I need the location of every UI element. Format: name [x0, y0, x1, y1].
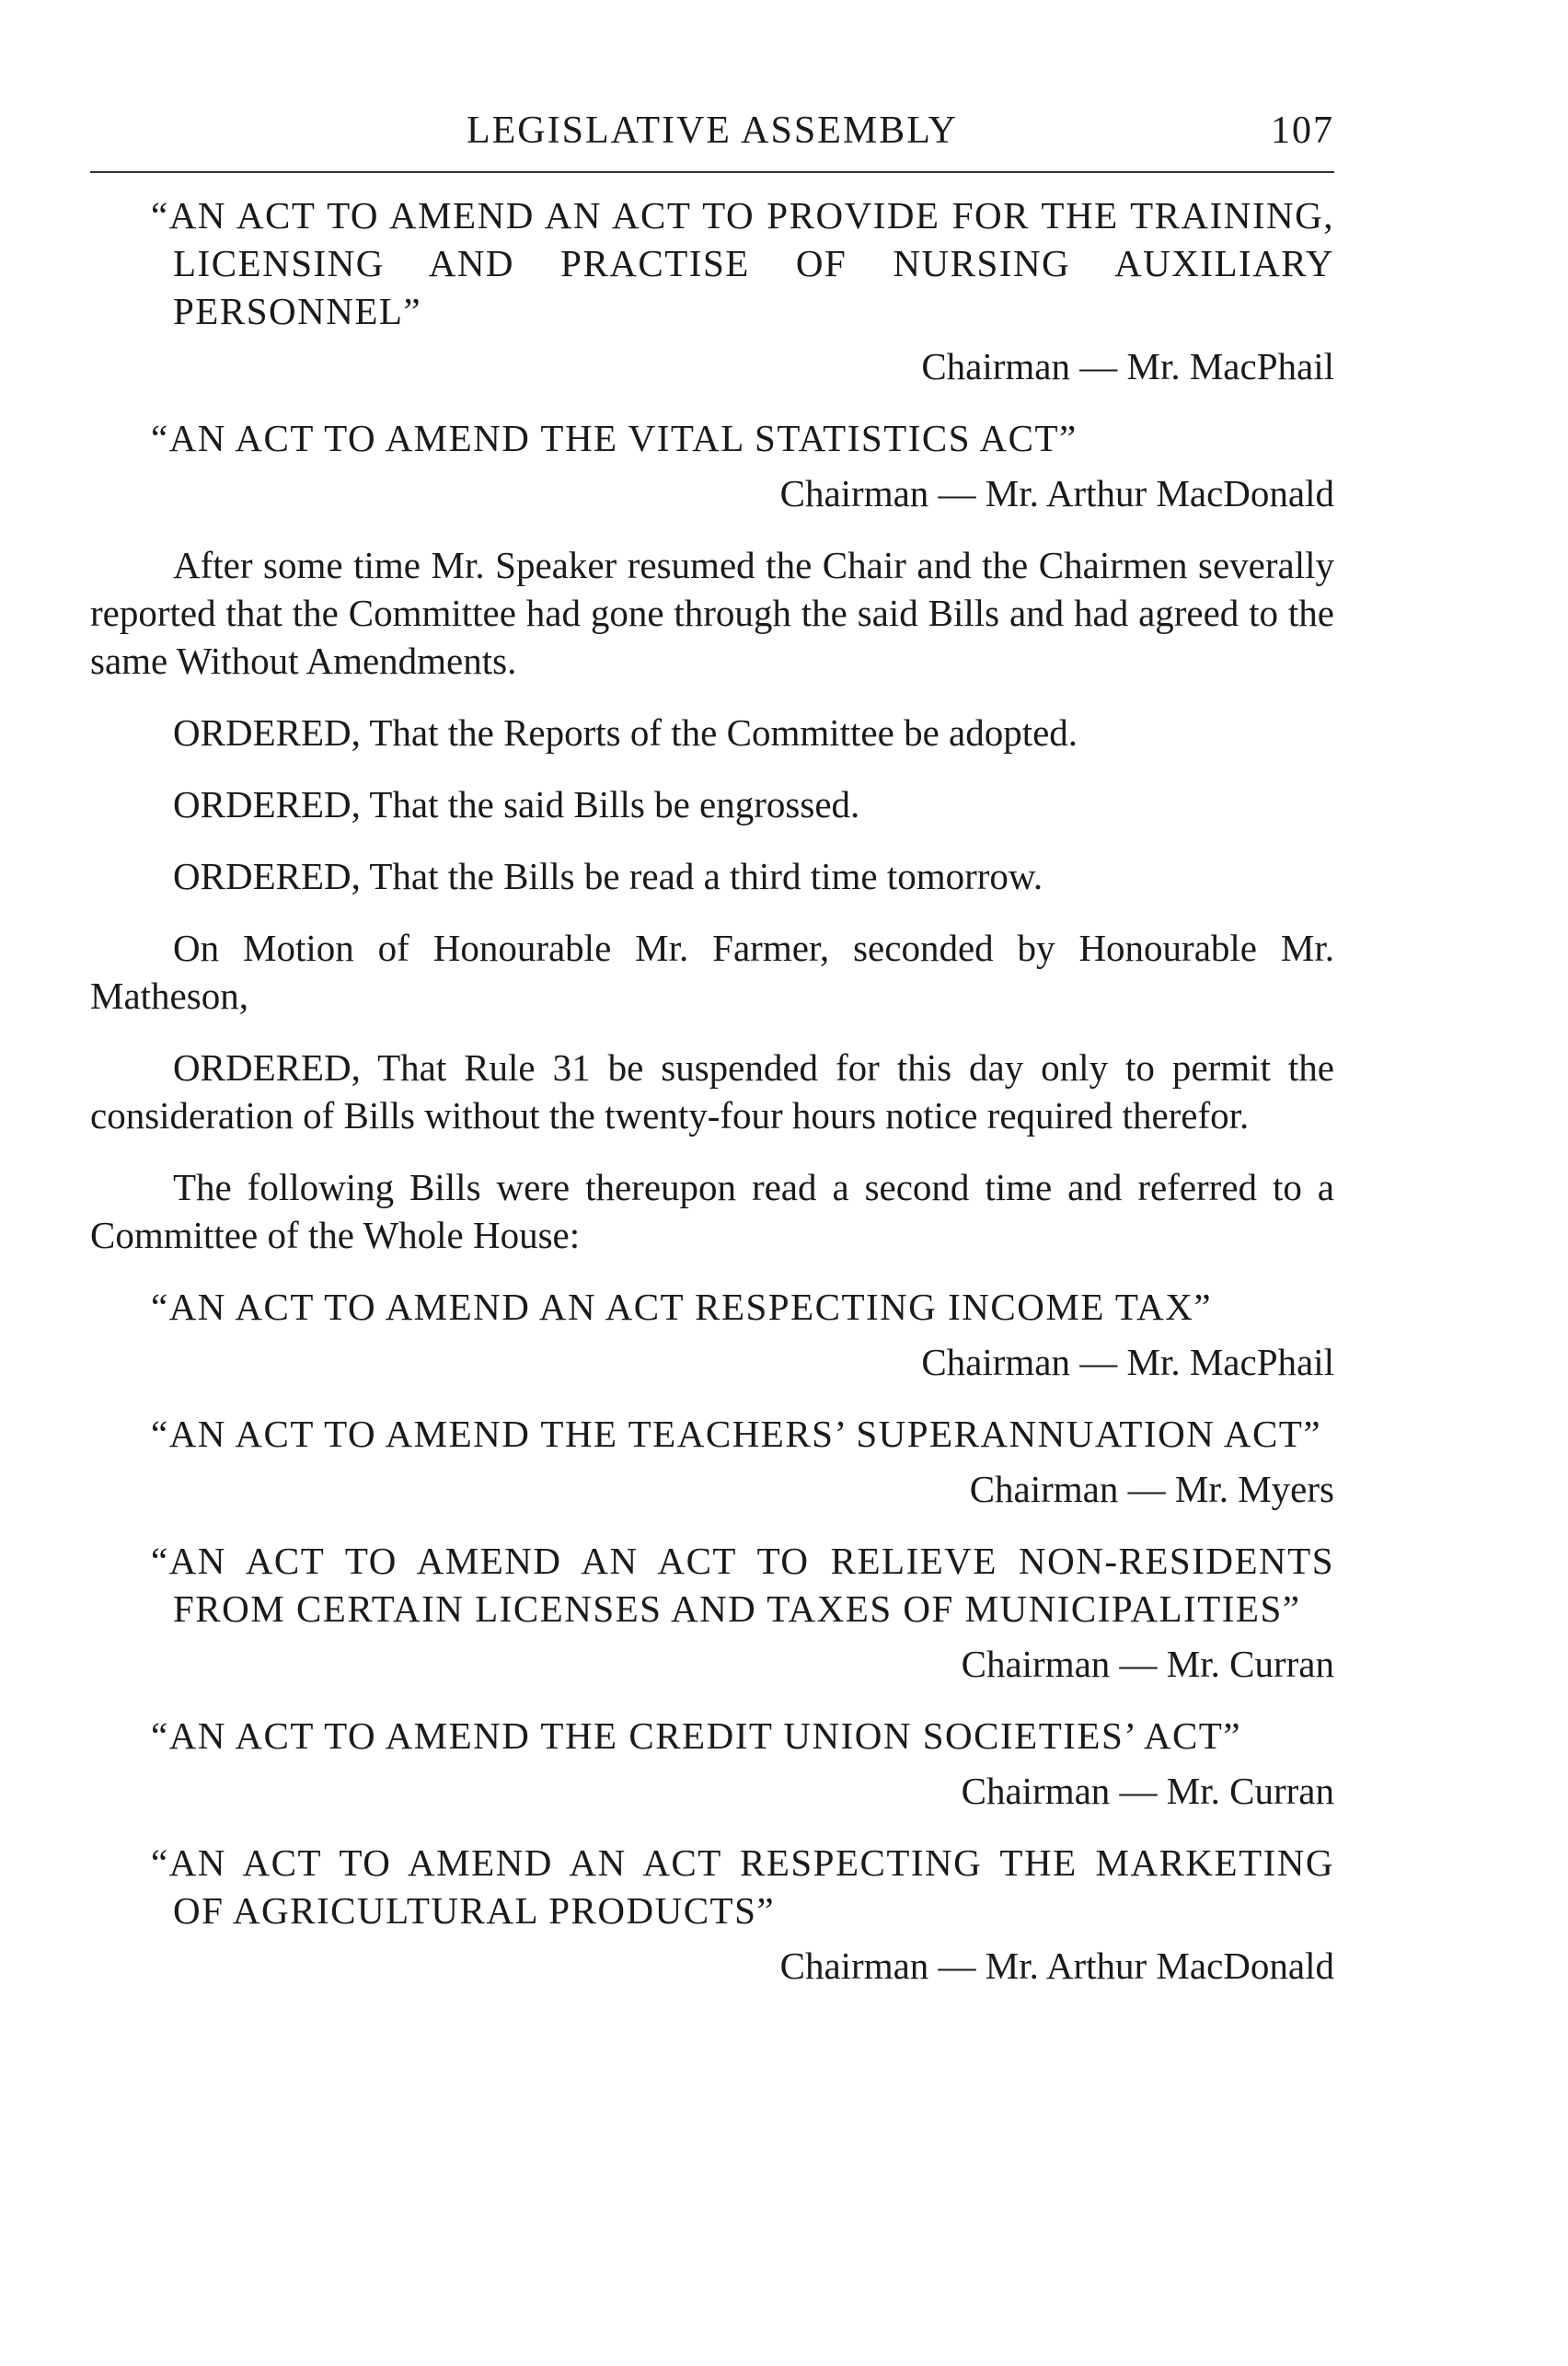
chairman-line: Chairman — Mr. Arthur MacDonald [779, 1945, 1334, 1987]
bill-title: “AN ACT TO AMEND THE TEACHERS’ SUPERANNUATION ACT” [151, 1413, 1322, 1455]
order-line: ORDERED, That the Reports of the Committee be adopted. [173, 711, 1078, 754]
page [90, 109, 1334, 1990]
chairman-line: Chairman — Mr. Curran [961, 1643, 1334, 1685]
header-title: LEGISLATIVE ASSEMBLY [467, 110, 958, 152]
header-rule [90, 171, 1334, 173]
bill-title: “AN ACT TO AMEND THE VITAL STATISTICS ACT” [151, 417, 1078, 459]
order-line: ORDERED, That the Bills be read a third time tomorrow. [173, 855, 1043, 897]
bill-title: “AN ACT TO AMEND AN ACT TO PROVIDE FOR THE TRAINING, LICENSING AND PRACTISE OF NURSING AUXILIARY PERSONNEL” [151, 194, 1334, 332]
bill-title: “AN ACT TO AMEND THE CREDIT UNION SOCIETIES’ ACT” [151, 1714, 1242, 1757]
motion-paragraph: On Motion of Honourable Mr. Farmer, seconded by Honourable Mr. Matheson, [90, 927, 1334, 1017]
order-paragraph: ORDERED, That Rule 31 be suspended for this day only to permit the consideration of Bills without the twenty-four hours notice required therefor. [90, 1046, 1334, 1137]
paragraph: After some time Mr. Speaker resumed the Chair and the Chairmen severally reported that the Committee had gone through the said Bills and had agreed to the same Without Amendments. [90, 544, 1334, 682]
order-line: ORDERED, That the said Bills be engrossed. [173, 783, 860, 825]
chairman-line: Chairman — Mr. Myers [969, 1468, 1334, 1510]
chairman-line: Chairman — Mr. Curran [961, 1770, 1334, 1812]
body-text [90, 191, 1334, 1990]
running-header [90, 109, 1334, 164]
chairman-line: Chairman — Mr. MacPhail [921, 1341, 1334, 1383]
page-number: 107 [1271, 110, 1334, 152]
bill-title: “AN ACT TO AMEND AN ACT TO RELIEVE NON-RESIDENTS FROM CERTAIN LICENSES AND TAXES OF MUNICIPALITIES” [151, 1540, 1334, 1630]
chairman-line: Chairman — Mr. MacPhail [921, 345, 1334, 387]
chairman-line: Chairman — Mr. Arthur MacDonald [779, 472, 1334, 514]
bill-title: “AN ACT TO AMEND AN ACT RESPECTING THE MARKETING OF AGRICULTURAL PRODUCTS” [151, 1841, 1334, 1932]
bill-title: “AN ACT TO AMEND AN ACT RESPECTING INCOME TAX” [151, 1286, 1213, 1328]
paragraph: The following Bills were thereupon read a second time and referred to a Committee of the Whole House: [90, 1166, 1334, 1256]
